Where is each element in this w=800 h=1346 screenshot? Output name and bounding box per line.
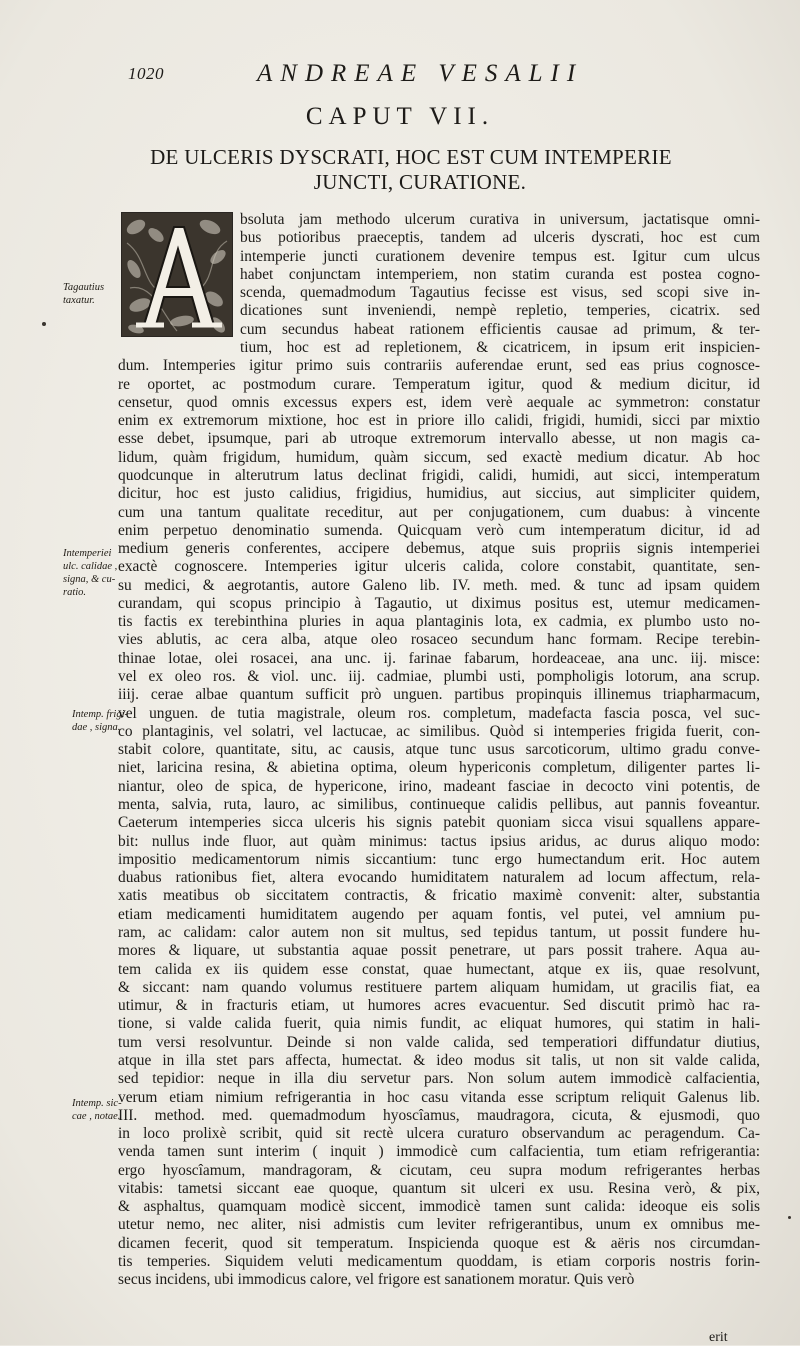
text-line: vies ablutis, ac cera alba, atque oleo rosaceo secundum hanc formam. Recipe terebin- (118, 631, 760, 649)
chapter-heading-line-2: JUNCTI, CURATIONE. (313, 170, 527, 194)
margin-note-tagautius: Tagautius taxatur. (63, 282, 105, 306)
text-line: xatis meatibus ob siccitatem contractis, & fricatio maximè convenit: alter, substantia (118, 887, 760, 905)
text-line: mores & liquare, ut substantia aquae possit penetrare, ut pars possit trahere. Aqua au- (118, 942, 760, 960)
text-line: tem calida ex iis quidem esse constat, quae humectant, atque ex iis, quae resolvunt, (118, 960, 760, 978)
text-line: censetur, quod omnis excessus expers est, idem verè aequale ac symmetron: constatur (118, 393, 760, 411)
text-line: tis temperies. Siquidem veluti medicamentum quoddam, is etiam corporis nostris forin- (118, 1253, 760, 1271)
text-line: lidum, quàm frigidum, humidum, quàm siccum, sed exactè medium dicatur. Ab hoc (118, 448, 760, 466)
text-line: cum secundus habeat rationem efficientis causae ad primum, & ter- (240, 320, 760, 338)
text-line: III. method. med. quemadmodum hyoscîamus, maudragora, cicuta, & ejusmodi, quo (118, 1106, 760, 1124)
page-number: 1020 (128, 64, 164, 83)
text-line: dicitur, hoc est justo calidius, frigidius, humidius, aut siccius, aut simpliciter quidem, (118, 485, 760, 503)
text-line: quodcunque in alterutrum latus declinat frigidi, calidi, humidi, aut sicci, intemperatum (118, 466, 760, 484)
text-line: enim perpetuo denominatio sumenda. Quicquam verò cum intemperatum dicitur, id ad (118, 521, 760, 539)
margin-note-intemperies-sicca: Intemp. sic- cae , notae. (72, 1098, 122, 1122)
text-line: & siccant: nam quando volumus restituere partem aliquam humidam, ut gracilis fiat, ea (118, 978, 760, 996)
chapter-number: CAPUT VII. (305, 103, 495, 130)
ink-speck (788, 1216, 791, 1219)
text-line: exactè cognoscere. Intemperies igitur ulceris calida, colore constabit, quantitate, sen- (118, 558, 760, 576)
text-line: bit: nullus inde fluor, aut quàm minimus: tactus ipsius aridus, ac durus aliquo modo: (118, 832, 760, 850)
text-line: duabus rationibus fiet, altera evocando humiditatem naturalem ad locum affectum, rela- (118, 869, 760, 887)
text-line: secus incidens, ubi immodicus calore, vel frigore est sanationem moratur. Quis verò (118, 1271, 635, 1289)
text-line: medium generis conferentes, accipere debemus, atque suis propriis signis intemperiei (118, 540, 760, 558)
text-line: tione, si valde calida fuerit, quia nimis fundit, ac eliquat humores, qui statim in hali- (118, 1015, 760, 1033)
body-text (118, 211, 760, 1290)
text-line: vitabis: tametsi siccant eae quoque, quantum sit ulceri ex usu. Resina verò, & pix, (118, 1179, 760, 1197)
text-line: utimur, & in fracturis etiam, ut humores acres evacuentur. Sed discutit primò hac ra- (118, 997, 760, 1015)
text-line: esse debet, ipsumque, pari ab utroque extremorum intervallo abesse, ut non magis ca- (118, 430, 760, 448)
text-line: Caeterum intemperies sicca ulceris his signis patebit quoniam sicca visui squallens appare- (118, 814, 760, 832)
text-line: in loco prolixè scribit, quid sit rectè ulcera curaturo observandum ac peragendum. Ca- (118, 1125, 760, 1143)
text-line: impositio medicamentorum nimis siccantium: tunc ergo humectandum erit. Hoc autem (118, 850, 760, 868)
text-line: verum etiam nimium refrigerantia in hoc casu vitanda esse scriptum reliquit Galenus lib. (118, 1088, 760, 1106)
text-line: enim ex extremorum mixtione, hoc est in priore illo calidi, frigidi, humidi, sicci par mixtio (118, 412, 760, 430)
text-line: vel ex oleo ros. & viol. unc. iij. cadmiae, plumbi usti, pompholigis lotorum, ana scrup. (118, 668, 760, 686)
text-line: cum una tantum qualitate receditur, aut per conjugationem, cum duabus: à vincente (118, 503, 760, 521)
text-line: tum versi resolvuntur. Deinde si non valde calida, sed temperatiori diffundatur diutius, (118, 1033, 760, 1051)
text-line: iiij. cerae albae quantum sufficit prò unguen. partibus propinquis illinemus triapharmacum, (118, 686, 760, 704)
margin-note-intemperies-frigida: Intemp. frigi- dae , signa. (72, 709, 128, 733)
text-line: dicationes sunt inveniendi, nempè repletio, temperies, cicatrix. sed (240, 302, 760, 320)
text-line: menta, salvia, ruta, lauro, ac similibus, continueque calidis pellibus, aut pannis foveantur. (118, 796, 760, 813)
text-line: utetur nemo, nec aliter, nisi admistis cum leviter refrigerantibus, unum ex omnibus me- (118, 1216, 760, 1234)
text-line: niantur, oleo de spica, de hypericone, irino, madeant fasciae in decocto vini potentis, de (118, 777, 760, 795)
margin-note-intemperies-calida: Intemperiei ulc. calidae , signa, & cu- ratio. (63, 548, 118, 598)
text-line: bsoluta jam methodo ulcerum curativa in universum, jactatisque omni- (240, 211, 760, 228)
text-line: atque in illa stet pars affecta, humectat. & ideo modus sit talis, ut non sit valde calida, (118, 1051, 760, 1069)
text-line: re oportet, ac postmodum curare. Temperatum igitur, quod & medium dicitur, id (118, 375, 760, 393)
text-line: stabit colore, quantitate, situ, ac causis, atque tunc usus sarcoticorum, ultimo gradu conve- (118, 741, 760, 759)
text-line: sed tepidior: neque in illa diu servetur pars. Non solum autem immodicè calfacientia, (118, 1070, 760, 1088)
catchword: erit (709, 1330, 728, 1345)
ink-speck (42, 322, 46, 326)
text-line: tis factis ex terebinthina pluries in aqua plantaginis lota, ex cadmia, ex plumbo usto no- (118, 613, 760, 631)
text-line: ram, ac calidam: calor autem non sit multus, sed tepidus tantum, ut possit fundere hu- (118, 923, 760, 941)
running-header (122, 58, 782, 88)
text-line: ergo hyoscîamum, mandragoram, & cicutam, ceu supra modum refrigerantes herbas (118, 1161, 760, 1179)
text-line: tium, hoc est ad repletionem, & cicatricem, in ipsum erit inspicien- (240, 338, 760, 356)
text-line: venda tamen sunt interim ( inquit ) immodicè cum calfacientia, tum etiam refrigerantia: (118, 1143, 760, 1161)
text-line: vel unguen. de tutia magistrale, oleum ros. completum, madefacta fascia posca, vel suc- (118, 704, 760, 722)
text-line: dicamen fecerit, quod sit temperatum. Inspicienda quoque est & aëris nos circumdan- (118, 1234, 760, 1252)
running-title: ANDREAE VESALII (257, 60, 584, 87)
text-line: habet conjunctam intemperiem, non statim curanda est postea cogno- (240, 265, 760, 283)
text-line: curandam, qui scopus principio à Tagautio, ut diximus positus est, utemur medicamen- (118, 594, 760, 612)
text-line: niet, laricina resina, & abietina optima, oleum hypericonis completum, diligenter partes li- (118, 759, 760, 777)
chapter-heading-line-1: DE ULCERIS DYSCRATI, HOC EST CUM INTEMPERIE (150, 145, 672, 169)
text-line: scenda, quemadmodum Tagautius fecisse est visus, sed scopi sive in- (240, 284, 760, 302)
text-line: bus potioribus praeceptis, tandem ad ulceris dyscrati, hoc est cum (240, 229, 760, 247)
text-line: & asphaltus, quamquam modicè siccent, immodicè tamen sunt calida: ideoque eis solis (118, 1198, 760, 1216)
text-line: su medici, & aegrotantis, autore Galeno lib. IV. meth. med. & tunc ad ipsam quidem (118, 576, 760, 594)
text-line: etiam medicamenti humiditatem augendo per aquam fontis, vel putei, vel amnium pu- (118, 905, 760, 923)
text-line: co plantaginis, vel solatri, vel lactucae, ac similibus. Quòd si intemperies frigida fuerit, con- (118, 722, 760, 740)
text-line: thinae lotae, olei rosacei, ana unc. ij. farinae fabarum, hordeaceae, ana unc. iij. misce: (118, 649, 760, 667)
text-line: intemperie juncti curationem devenire tempus est. Igitur cum ulcus (240, 247, 760, 265)
text-line: dum. Intemperies igitur primo suis contrariis auferendae erunt, sed eas prius cognosce- (118, 357, 760, 375)
